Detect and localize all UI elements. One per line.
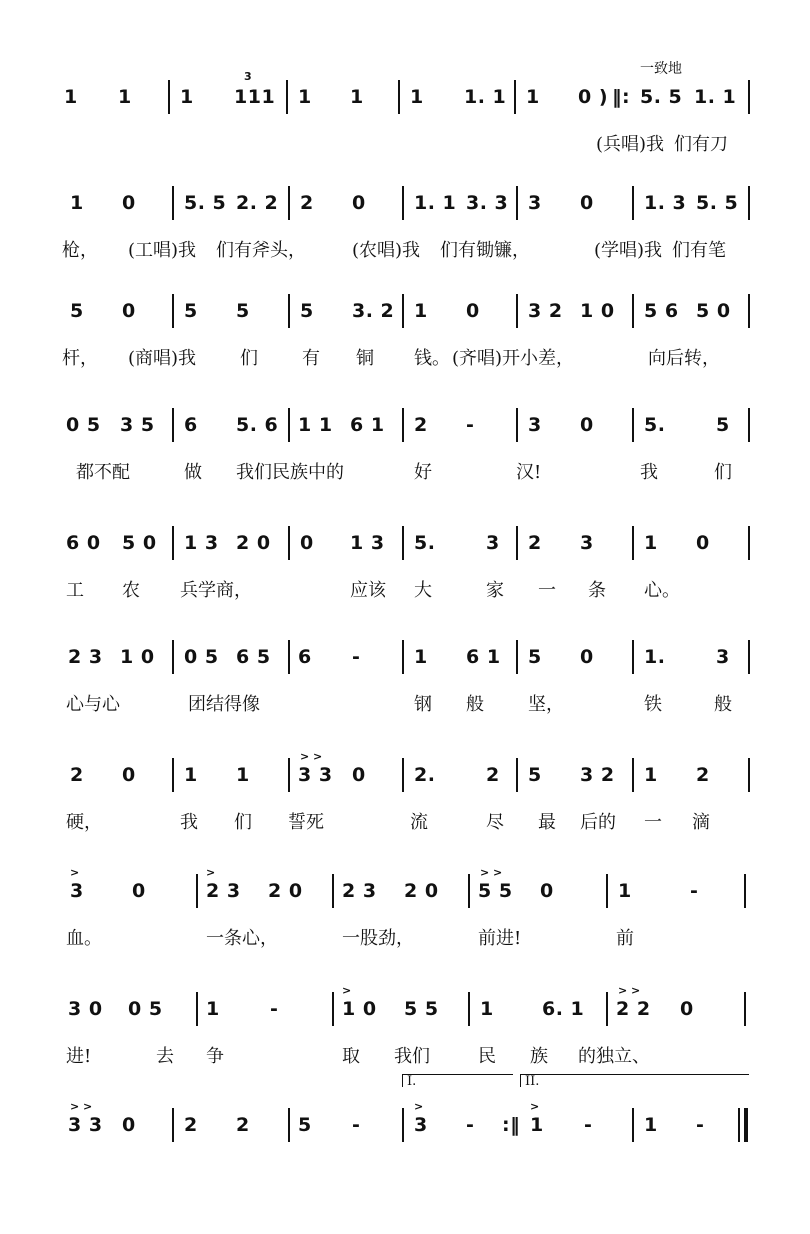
note: - — [352, 646, 361, 668]
note: 6. 1 — [542, 998, 585, 1020]
note: 0 — [352, 764, 366, 786]
barline — [516, 186, 518, 220]
barline — [748, 80, 750, 114]
score-row-4 — [0, 414, 810, 534]
note: 0 — [122, 1114, 136, 1136]
note: 5. 5 — [184, 192, 227, 214]
lyric-line — [0, 344, 810, 374]
note: 5 — [528, 646, 542, 668]
note: 2 — [184, 1114, 198, 1136]
lyric: 我们民族中的 — [236, 462, 344, 483]
note: 1 — [70, 192, 84, 214]
note: 0 5 — [184, 646, 219, 668]
barline — [402, 758, 404, 792]
lyric: 汉! — [516, 462, 542, 483]
lyric-line — [0, 808, 810, 838]
lyric: 最 — [538, 812, 556, 833]
lyric: 兵学商， — [180, 580, 252, 601]
lyric: 们有锄镰， — [440, 240, 530, 261]
note: 0 — [580, 414, 594, 436]
note: 2 — [414, 414, 428, 436]
lyric: 铁 — [644, 694, 662, 715]
note: 1 — [526, 86, 540, 108]
note: 1 — [118, 86, 132, 108]
lyric: 尽 — [486, 812, 504, 833]
lyric: 心与心 — [66, 694, 120, 715]
barline — [288, 640, 290, 674]
note: 1 0 — [580, 300, 615, 322]
note: 0 — [122, 764, 136, 786]
note: 111 — [234, 86, 276, 108]
notation-line — [0, 192, 810, 232]
accent-mark: > > — [618, 984, 641, 997]
accent-mark: > — [530, 1100, 540, 1113]
accent-mark: > > — [70, 1100, 93, 1113]
note: 1 — [644, 1114, 658, 1136]
lyric: 进! — [66, 1046, 92, 1067]
barline — [288, 186, 290, 220]
lyric: 民 — [478, 1046, 496, 1067]
lyric: 们有笔 — [672, 240, 726, 261]
note: 5. — [644, 414, 666, 436]
note: 5 — [528, 764, 542, 786]
lyric: 好 — [414, 462, 432, 483]
barline — [288, 758, 290, 792]
score-row-5 — [0, 532, 810, 652]
lyric: 般 — [714, 694, 732, 715]
final-barline-thick — [744, 1108, 748, 1142]
note: 3 0 — [68, 998, 103, 1020]
note: 5 — [236, 300, 250, 322]
note: 0 — [680, 998, 694, 1020]
score-row-7 — [0, 750, 810, 884]
barline — [516, 640, 518, 674]
barline — [606, 874, 608, 908]
lyric: 族 — [530, 1046, 548, 1067]
barline — [748, 526, 750, 560]
notation-line — [0, 984, 810, 1038]
note: - — [352, 1114, 361, 1136]
note: 1. — [644, 646, 666, 668]
note: 1 — [480, 998, 494, 1020]
notation-line — [0, 866, 810, 920]
lyric: 流 — [410, 812, 428, 833]
lyric: (工唱)我 — [128, 240, 197, 261]
lyric: 我们 — [394, 1046, 430, 1067]
lyric: (商唱)我 — [128, 348, 197, 369]
barline — [288, 1108, 290, 1142]
note: 3 2 — [528, 300, 563, 322]
lyric: (学唱)我 — [594, 240, 663, 261]
note: 1 — [180, 86, 194, 108]
note: 3 — [716, 646, 730, 668]
note: 0 — [352, 192, 366, 214]
barline — [468, 992, 470, 1026]
barline — [196, 874, 198, 908]
barline — [744, 874, 746, 908]
lyric: 一 — [644, 812, 662, 833]
note: 3 — [486, 532, 500, 554]
accent-mark: > — [342, 984, 352, 997]
lyric: 条 — [588, 580, 606, 601]
score-row-10 — [0, 1100, 810, 1234]
accent-mark: > > — [300, 750, 323, 763]
lyric: 般 — [466, 694, 484, 715]
lyric: 去 — [156, 1046, 174, 1067]
lyric: 团结得像 — [188, 694, 260, 715]
lyric-line — [0, 690, 810, 720]
lyric: 钱。 — [414, 348, 450, 369]
lyric: 前 — [616, 928, 634, 949]
note: 6 5 — [236, 646, 271, 668]
note: 2 3 — [68, 646, 103, 668]
lyric-line — [0, 130, 810, 160]
final-barline-thin — [738, 1108, 740, 1142]
note: 2. 2 — [236, 192, 279, 214]
lyric: 滴 — [692, 812, 710, 833]
note: 1 — [236, 764, 250, 786]
lyric: 一 — [538, 580, 556, 601]
note: 6 — [184, 414, 198, 436]
barline — [632, 640, 634, 674]
barline — [402, 408, 404, 442]
score-row-6 — [0, 646, 810, 766]
note: 5 0 — [122, 532, 157, 554]
lyric-line — [0, 236, 810, 266]
notation-line — [0, 70, 810, 126]
note: 1. 1 — [694, 86, 737, 108]
note: 5 — [298, 1114, 312, 1136]
note: 2 0 — [404, 880, 439, 902]
barline — [516, 294, 518, 328]
note: 2 — [70, 764, 84, 786]
note: 1 — [644, 532, 658, 554]
lyric: 前进! — [478, 928, 522, 949]
note: 0 — [300, 532, 314, 554]
lyric: (齐唱)开小差， — [452, 348, 575, 369]
note: 3 3 — [68, 1114, 103, 1136]
note: 2 0 — [236, 532, 271, 554]
lyric: 家 — [486, 580, 504, 601]
lyric: 工 — [66, 580, 84, 601]
barline — [332, 992, 334, 1026]
score-row-1 — [0, 70, 810, 206]
notation-line — [0, 750, 810, 804]
note: 5. 5 — [696, 192, 739, 214]
note: 1 3 — [350, 532, 385, 554]
note: 5 0 — [696, 300, 731, 322]
note: 5 — [300, 300, 314, 322]
barline — [516, 526, 518, 560]
barline — [632, 758, 634, 792]
note: 2 3 — [206, 880, 241, 902]
volta-label: II. — [525, 1074, 540, 1089]
note: 6 1 — [350, 414, 385, 436]
note: 5 5 — [478, 880, 513, 902]
volta-bracket-1 — [402, 1074, 513, 1087]
barline — [172, 408, 174, 442]
barline — [172, 640, 174, 674]
note: 0 — [132, 880, 146, 902]
lyric-line — [0, 1042, 810, 1072]
lyric: (兵唱)我 — [596, 134, 665, 155]
note: 6 — [298, 646, 312, 668]
barline — [286, 80, 288, 114]
note: 5 — [70, 300, 84, 322]
note: 2 — [696, 764, 710, 786]
note: 1. 1 — [464, 86, 507, 108]
note: 1 — [410, 86, 424, 108]
note: 5 — [184, 300, 198, 322]
lyric: 都不配 — [76, 462, 130, 483]
note: 1. 1 — [414, 192, 457, 214]
note: 1 1 — [298, 414, 333, 436]
note: 3 3 — [298, 764, 333, 786]
barline — [632, 294, 634, 328]
note: 1 — [530, 1114, 544, 1136]
lyric: 一股劲， — [342, 928, 414, 949]
note: 1 — [350, 86, 364, 108]
note: 0 — [580, 192, 594, 214]
note: - — [466, 414, 475, 436]
note: - — [270, 998, 279, 1020]
note: 1 — [184, 764, 198, 786]
barline — [172, 294, 174, 328]
lyric: 心。 — [644, 580, 680, 601]
notation-line — [0, 300, 810, 340]
notation-line — [0, 414, 810, 454]
note: 3. 2 — [352, 300, 395, 322]
note: 1. 3 — [644, 192, 687, 214]
note: - — [584, 1114, 593, 1136]
lyric: 农 — [122, 580, 140, 601]
barline — [332, 874, 334, 908]
barline — [748, 758, 750, 792]
note: 6 1 — [466, 646, 501, 668]
barline — [196, 992, 198, 1026]
lyric: (农唱)我 — [352, 240, 421, 261]
barline — [516, 408, 518, 442]
note: 1 0 — [120, 646, 155, 668]
note: 0 — [540, 880, 554, 902]
note: 2 — [528, 532, 542, 554]
accent-mark: > > — [480, 866, 503, 879]
accent-mark: > — [206, 866, 216, 879]
note: 2 — [486, 764, 500, 786]
barline — [402, 1108, 404, 1142]
barline — [402, 526, 404, 560]
note: - — [690, 880, 699, 902]
note: 1 — [64, 86, 78, 108]
barline — [168, 80, 170, 114]
note: 1 — [644, 764, 658, 786]
lyric: 们有刀 — [674, 134, 728, 155]
barline — [288, 294, 290, 328]
note: 3 — [580, 532, 594, 554]
barline — [402, 294, 404, 328]
lyric: 我 — [180, 812, 198, 833]
lyric: 有 — [302, 348, 320, 369]
lyric: 的独立、 — [578, 1046, 650, 1067]
lyric: 杆， — [62, 348, 98, 369]
note: 0 5 — [128, 998, 163, 1020]
note: 3. 3 — [466, 192, 509, 214]
score-row-2 — [0, 192, 810, 312]
lyric: 应该 — [350, 580, 386, 601]
lyric: 硬， — [66, 812, 102, 833]
note: 5 5 — [404, 998, 439, 1020]
repeat-end: :‖ — [502, 1114, 521, 1136]
lyric: 我 — [640, 462, 658, 483]
note: 2. — [414, 764, 436, 786]
note: 0 5 — [66, 414, 101, 436]
barline — [398, 80, 400, 114]
barline — [748, 408, 750, 442]
lyric: 做 — [184, 462, 202, 483]
triplet-mark: 3 — [244, 70, 252, 83]
barline — [172, 526, 174, 560]
note: 6 0 — [66, 532, 101, 554]
lyric: 铜 — [356, 348, 374, 369]
lyric-line — [0, 924, 810, 954]
barline — [288, 526, 290, 560]
barline — [172, 758, 174, 792]
lyric: 血。 — [66, 928, 102, 949]
note: 1 — [414, 646, 428, 668]
note: 3 — [70, 880, 84, 902]
barline — [288, 408, 290, 442]
lyric: 坚， — [528, 694, 564, 715]
lyric: 枪， — [62, 240, 98, 261]
note: 1 — [414, 300, 428, 322]
note: 2 — [300, 192, 314, 214]
note: 1 — [618, 880, 632, 902]
note: 0 — [466, 300, 480, 322]
volta-bracket-2 — [520, 1074, 749, 1087]
barline — [172, 1108, 174, 1142]
barline — [606, 992, 608, 1026]
note: 3 5 — [120, 414, 155, 436]
note: 2 2 — [616, 998, 651, 1020]
note: 1 — [206, 998, 220, 1020]
barline — [632, 526, 634, 560]
barline — [514, 80, 516, 114]
lyric: 钢 — [414, 694, 432, 715]
lyric: 誓死 — [288, 812, 324, 833]
barline — [468, 874, 470, 908]
note: 0 — [580, 646, 594, 668]
note: 3 — [528, 414, 542, 436]
score-row-8 — [0, 866, 810, 1000]
barline — [632, 1108, 634, 1142]
score-row-3 — [0, 300, 810, 420]
lyric: 们 — [240, 348, 258, 369]
note: 0 — [122, 192, 136, 214]
note: - — [466, 1114, 475, 1136]
barline — [748, 294, 750, 328]
repeat-start: ‖: — [612, 86, 631, 108]
barline — [632, 186, 634, 220]
lyric: 向后转， — [648, 348, 720, 369]
note: 5 — [716, 414, 730, 436]
lyric-line — [0, 576, 810, 606]
barline — [402, 640, 404, 674]
accent-mark: > — [70, 866, 80, 879]
lyric: 取 — [342, 1046, 360, 1067]
notation-line — [0, 1100, 810, 1154]
note: 0 — [696, 532, 710, 554]
lyric: 们 — [714, 462, 732, 483]
note: 3 — [528, 192, 542, 214]
barline — [748, 186, 750, 220]
volta-label: I. — [407, 1074, 417, 1089]
lyric: 一条心， — [206, 928, 278, 949]
note: 0 ) — [578, 86, 609, 108]
note: 1 3 — [184, 532, 219, 554]
note: 0 — [122, 300, 136, 322]
notation-line — [0, 646, 810, 686]
barline — [172, 186, 174, 220]
lyric: 们 — [234, 812, 252, 833]
note: 1 0 — [342, 998, 377, 1020]
notation-line — [0, 532, 810, 572]
accent-mark: > — [414, 1100, 424, 1113]
note: 3 2 — [580, 764, 615, 786]
lyric: 争 — [206, 1046, 224, 1067]
lyric: 们有斧头， — [216, 240, 306, 261]
lyric-line — [0, 458, 810, 488]
note: 2 — [236, 1114, 250, 1136]
note: 2 0 — [268, 880, 303, 902]
barline — [516, 758, 518, 792]
barline — [402, 186, 404, 220]
note: 5. — [414, 532, 436, 554]
note: 1 — [298, 86, 312, 108]
note: 5 6 — [644, 300, 679, 322]
expression-marking: 一致地 — [640, 61, 682, 77]
barline — [748, 640, 750, 674]
score-row-9 — [0, 984, 810, 1118]
barline — [744, 992, 746, 1026]
note: 5. 6 — [236, 414, 279, 436]
note: 5. 5 — [640, 86, 683, 108]
note: 2 3 — [342, 880, 377, 902]
lyric: 大 — [414, 580, 432, 601]
lyric: 后的 — [580, 812, 616, 833]
barline — [632, 408, 634, 442]
note: 3 — [414, 1114, 428, 1136]
note: - — [696, 1114, 705, 1136]
